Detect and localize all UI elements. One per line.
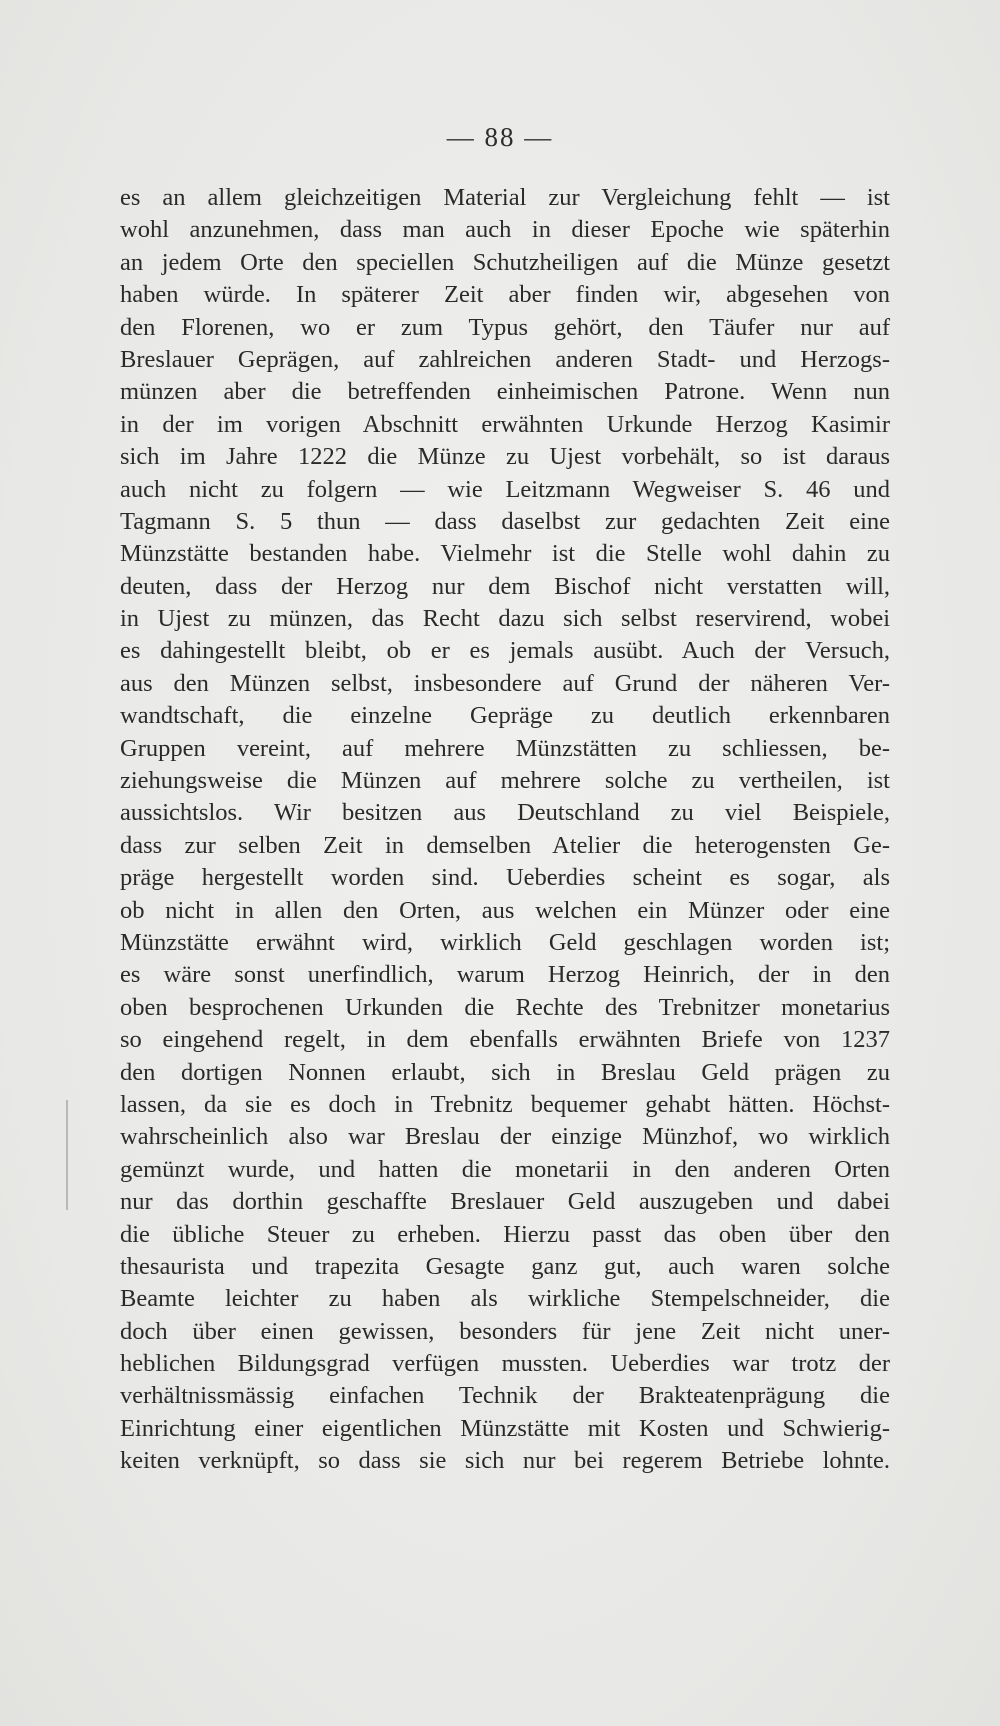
text-line: gemünzt wurde, und hatten die monetarii in den anderen Orten (120, 1155, 890, 1183)
text-line: sich im Jahre 1222 die Münze zu Ujest vorbehält, so ist daraus (120, 443, 890, 471)
text-line: oben besprochenen Urkunden die Rechte des Trebnitzer monetarius (120, 993, 890, 1021)
page-number: — 88 — (446, 122, 554, 152)
text-line: münzen aber die betreffenden einheimischen Patrone. Wenn nun (120, 378, 890, 406)
text-line: wandtschaft, die einzelne Gepräge zu deutlich erkennbaren (120, 702, 890, 730)
text-line: es wäre sonst unerfindlich, warum Herzog Heinrich, der in den (120, 961, 890, 989)
text-line: Breslauer Geprägen, auf zahlreichen anderen Stadt- und Herzogs- (120, 345, 890, 373)
text-line: in der im vorigen Abschnitt erwähnten Urkunde Herzog Kasimir (120, 410, 890, 438)
text-line: Gruppen vereint, auf mehrere Münzstätten zu schliessen, be- (120, 734, 890, 762)
text-line: Münzstätte erwähnt wird, wirklich Geld geschlagen worden ist; (120, 928, 890, 956)
body-text (120, 182, 890, 1478)
text-line: haben würde. In späterer Zeit aber finden wir, abgesehen von (120, 281, 890, 309)
text-line: es an allem gleichzeitigen Material zur Vergleichung fehlt — ist (120, 184, 890, 211)
text-line: die übliche Steuer zu erheben. Hierzu passt das oben über den (120, 1220, 890, 1248)
text-line: heblichen Bildungsgrad verfügen mussten. Ueberdies war trotz der (120, 1350, 890, 1378)
text-line: keiten verknüpft, so dass sie sich nur bei regerem Betriebe lohnte. (120, 1447, 890, 1475)
text-line: in Ujest zu münzen, das Recht dazu sich selbst reservirend, wobei (120, 605, 890, 633)
text-line: deuten, dass der Herzog nur dem Bischof nicht verstatten will, (120, 572, 890, 600)
text-line: doch über einen gewissen, besonders für jene Zeit nicht uner- (120, 1317, 890, 1345)
text-line: thesaurista und trapezita Gesagte ganz gut, auch waren solche (120, 1252, 890, 1280)
text-line: Münzstätte bestanden habe. Vielmehr ist die Stelle wohl dahin zu (120, 540, 890, 568)
text-line: wohl anzunehmen, dass man auch in dieser Epoche wie späterhin (120, 216, 890, 244)
text-line: nur das dorthin geschaffte Breslauer Geld auszugeben und dabei (120, 1188, 890, 1216)
text-line: es dahingestellt bleibt, ob er es jemals ausübt. Auch der Versuch, (120, 637, 890, 665)
text-line: aus den Münzen selbst, insbesondere auf Grund der näheren Ver- (120, 669, 890, 697)
text-line: wahrscheinlich also war Breslau der einzige Münzhof, wo wirklich (120, 1123, 890, 1151)
text-line: Beamte leichter zu haben als wirkliche Stempelschneider, die (120, 1285, 890, 1313)
text-line: ziehungsweise die Münzen auf mehrere solche zu vertheilen, ist (120, 767, 890, 795)
text-line: den dortigen Nonnen erlaubt, sich in Breslau Geld prägen zu (120, 1058, 890, 1086)
text-line: ob nicht in allen den Orten, aus welchen ein Münzer oder eine (120, 896, 890, 924)
text-line: lassen, da sie es doch in Trebnitz bequemer gehabt hätten. Höchst- (120, 1090, 890, 1118)
margin-pencil-mark (66, 1100, 68, 1210)
text-line: präge hergestellt worden sind. Ueberdies scheint es sogar, als (120, 864, 890, 892)
text-line: Einrichtung einer eigentlichen Münzstätte mit Kosten und Schwierig- (120, 1414, 890, 1442)
text-line: so eingehend regelt, in dem ebenfalls erwähnten Briefe von 1237 (120, 1026, 890, 1054)
text-line: dass zur selben Zeit in demselben Atelier die heterogensten Ge- (120, 831, 890, 859)
text-line: auch nicht zu folgern — wie Leitzmann Wegweiser S. 46 und (120, 475, 890, 503)
text-line: den Florenen, wo er zum Typus gehört, den Täufer nur auf (120, 313, 890, 341)
text-line: Tagmann S. 5 thun — dass daselbst zur gedachten Zeit eine (120, 507, 890, 535)
text-line: verhältnissmässig einfachen Technik der Brakteatenprägung die (120, 1382, 890, 1410)
text-line: an jedem Orte den speciellen Schutzheiligen auf die Münze gesetzt (120, 248, 890, 276)
text-line: aussichtslos. Wir besitzen aus Deutschland zu viel Beispiele, (120, 799, 890, 827)
